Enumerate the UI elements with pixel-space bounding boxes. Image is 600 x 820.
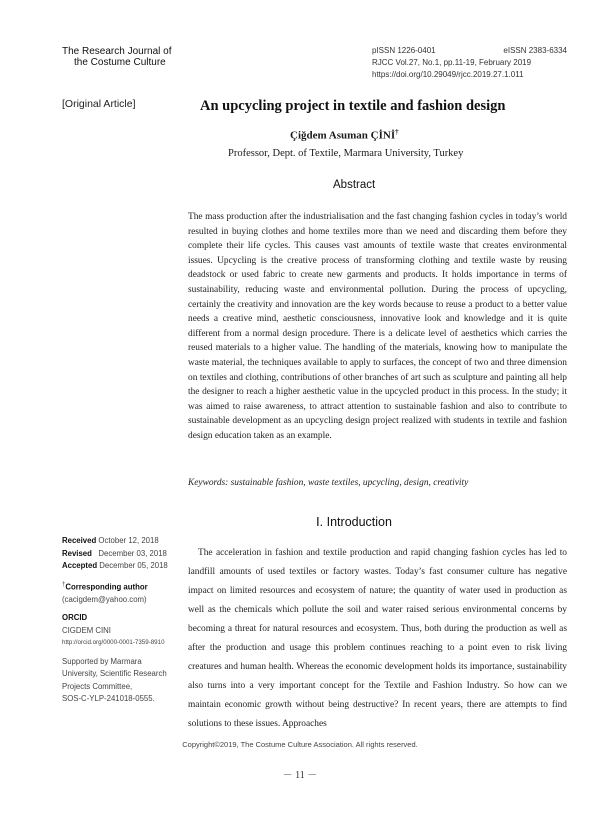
volume-info: RJCC Vol.27, No.1, pp.11-19, February 2019 <box>372 58 532 67</box>
funding-line: SOS-C-YLP-241018-0555. <box>62 694 155 704</box>
journal-name-line2: the Costume Culture <box>74 57 166 68</box>
funding-line: Supported by Marmara <box>62 656 142 666</box>
author-affiliation: Professor, Dept. of Textile, Marmara University, Turkey <box>228 148 464 159</box>
abstract-text: The mass production after the industrialisation and the fast changing fashion cycles in today’s world resulted in buying clothes and home textiles more than we need and discarding them before they complete their life cycles. This causes vast amounts of textile waste that creates environmental issues. Upcycling is the creative process of transforming clothing and textile waste by reusing deadstock or used fabric to create new garments and products. It holds importance in terms of sustainability, reducing waste and environmental pollution. During the process of upcycling, certainly the creativity and innovation are the key words because to reuse a product to a better value needs a creative mind, aesthetic consciousness, innovative look and knowledge and it is quite different from a normal design procedure. There is a delicate level of aesthetics which carries the reused materials to a higher value. The handling of the materials, knowing how to manipulate the waste material, the techniques available to apply to surfaces, the concept of two and three dimension on textiles and clothing, contributions of other branches of art such as sculpture and painting all help the designer to reach a higher aesthetic value in the upcycled product in this process. In the study; it was aimed to raise awareness, to attract attention to sustainable fashion and also to contribute to sustainable development as an upcycling design project realized with students in textile and fashion design education taken as an example. <box>188 212 567 441</box>
journal-name-line1: The Research Journal of <box>62 46 172 57</box>
eissn: eISSN 2383-6334 <box>503 46 567 55</box>
journal-name <box>62 46 202 68</box>
author-email[interactable]: (cacigdem@yahoo.com) <box>62 594 147 604</box>
article-sidebar <box>62 535 187 706</box>
article-type: [Original Article] <box>62 98 136 110</box>
funding-line: University, Scientific Research <box>62 669 167 679</box>
revised-date: Revised December 03, 2018 <box>62 548 167 558</box>
corresponding-mark: † <box>395 128 399 136</box>
orcid-name: CIGDEM CINI <box>62 625 111 635</box>
accepted-date: Accepted December 05, 2018 <box>62 561 168 570</box>
page-number: － 11 － <box>282 770 318 781</box>
section-heading-introduction: Ⅰ. Introduction <box>316 515 392 529</box>
keywords: Keywords: sustainable fashion, waste textiles, upcycling, design, creativity <box>188 478 469 488</box>
received-date: Received October 12, 2018 <box>62 536 159 545</box>
publication-info <box>372 45 567 81</box>
doi-link[interactable]: https://doi.org/10.29049/rjcc.2019.27.1.011 <box>372 70 524 79</box>
pissn: pISSN 1226-0401 <box>372 46 436 55</box>
author-name: Çiğdem Asuman ÇİNİ† <box>290 128 399 142</box>
article-title: An upcycling project in textile and fashion design <box>200 98 506 114</box>
orcid-label: ORCID <box>62 613 88 623</box>
orcid-link[interactable]: http://orcid.org/0000-0001-7359-8910 <box>62 639 165 647</box>
funding-line: Projects Committee, <box>62 681 133 691</box>
introduction-text: The acceleration in fashion and textile production and rapid changing fashion cycles has led to landfill amounts of used textiles or factory wastes. Today’s fast consumer culture has negative impact on limited resources and ecosystem of nature; the quantity of water used in production as well as the chemicals which pollute the soil and water raised serious environmental concerns by becoming a threat for natural resources and ecosystem. Thus, both during the production as well as after the production and usage this problem continues reaching to a point even to risk living creatures and human health. Whereas the economic development holds its importance, sustainability also turns into a very important concept for the Textile and Fashion Industry. So how can we maintain economic growth without being destructive? In recent years, there are attempts to find solutions to these issues. Approaches <box>188 548 567 729</box>
abstract-heading: Abstract <box>333 179 376 191</box>
copyright-notice: Copyright©2019, The Costume Culture Association. All rights reserved. <box>182 740 418 749</box>
corresponding-author: †Corresponding author <box>62 581 148 592</box>
